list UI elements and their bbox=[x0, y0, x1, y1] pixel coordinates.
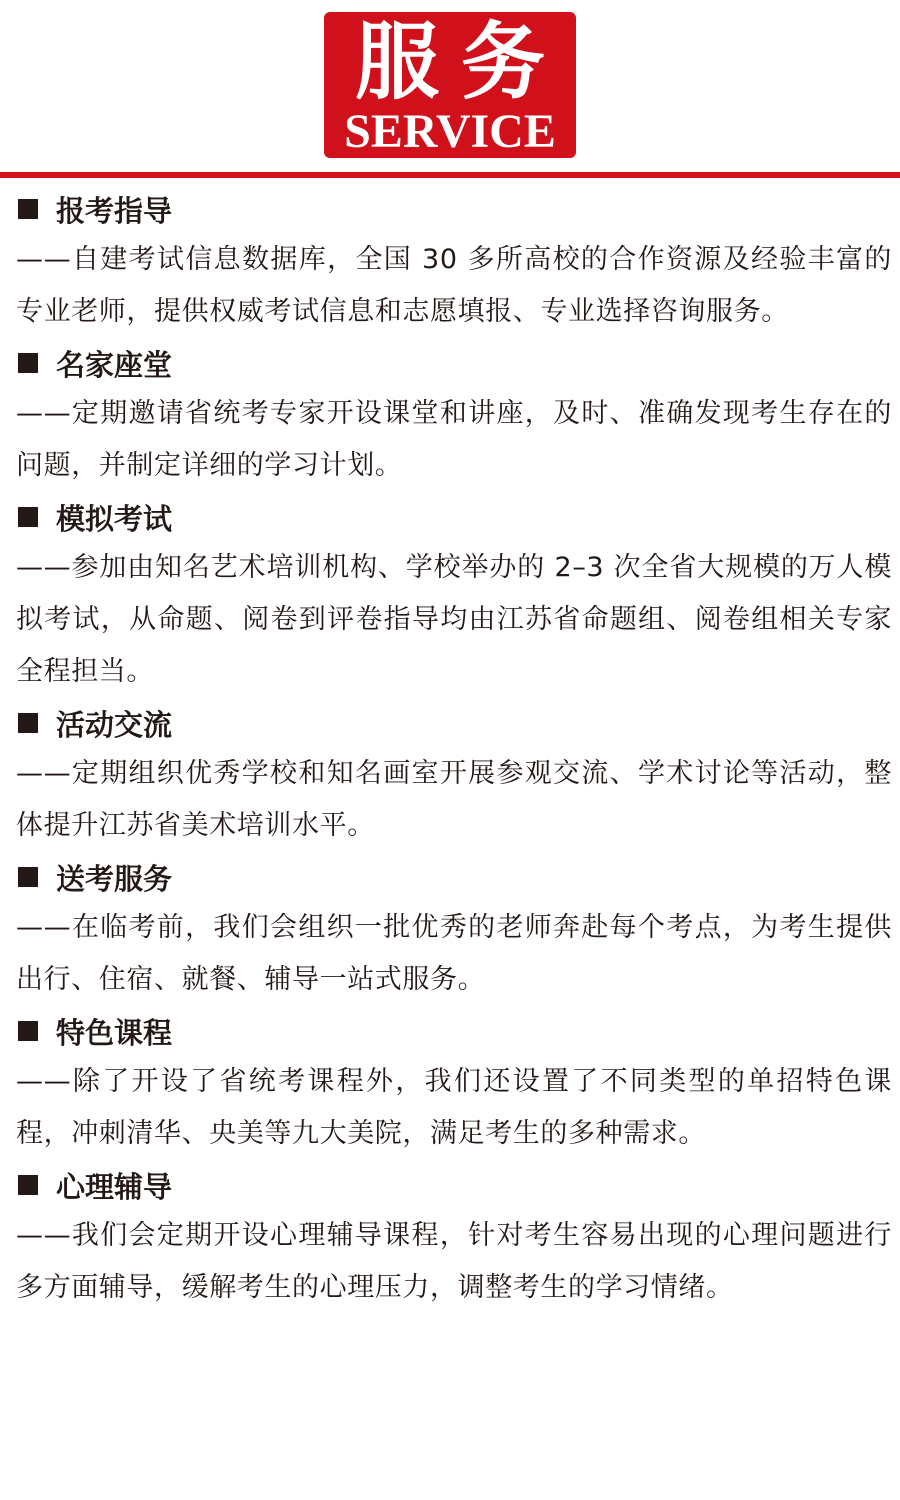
section-description: ——定期组织优秀学校和知名画室开展参观交流、学术讨论等活动，整体提升江苏省美术培训水平。 bbox=[16, 758, 892, 841]
section-expert-lectures bbox=[16, 338, 892, 492]
section-description: ——除了开设了省统考课程外，我们还设置了不同类型的单招特色课程，冲刺清华、央美等九大美院，满足考生的多种需求。 bbox=[16, 1066, 892, 1149]
square-bullet-icon bbox=[18, 507, 38, 527]
section-title: 心理辅导 bbox=[56, 1169, 173, 1204]
section-description: ——定期邀请省统考专家开设课堂和讲座，及时、准确发现考生存在的问题，并制定详细的学习计划。 bbox=[16, 398, 892, 481]
header-divider bbox=[0, 172, 900, 178]
section-title: 报考指导 bbox=[56, 193, 173, 228]
section-title: 送考服务 bbox=[56, 861, 173, 896]
section-special-courses bbox=[16, 1006, 892, 1160]
section-heading bbox=[16, 492, 892, 542]
section-counseling bbox=[16, 1160, 892, 1314]
section-title: 模拟考试 bbox=[56, 501, 173, 536]
square-bullet-icon bbox=[18, 1175, 38, 1195]
section-description: ——在临考前，我们会组织一批优秀的老师奔赴每个考点，为考生提供出行、住宿、就餐、辅导一站式服务。 bbox=[16, 912, 892, 995]
section-heading bbox=[16, 184, 892, 234]
badge-title-cn: 服务 bbox=[354, 12, 567, 111]
section-heading bbox=[16, 1006, 892, 1056]
square-bullet-icon bbox=[18, 867, 38, 887]
square-bullet-icon bbox=[18, 353, 38, 373]
section-title: 名家座堂 bbox=[56, 347, 173, 382]
section-heading bbox=[16, 1160, 892, 1210]
section-heading bbox=[16, 338, 892, 388]
section-description: ——参加由知名艺术培训机构、学校举办的 2–3 次全省大规模的万人模拟考试，从命题、阅卷到评卷指导均由江苏省命题组、阅卷组相关专家全程担当。 bbox=[16, 552, 892, 687]
section-title: 特色课程 bbox=[56, 1015, 173, 1050]
service-list bbox=[16, 184, 892, 1314]
section-exam-guidance bbox=[16, 184, 892, 338]
section-heading bbox=[16, 698, 892, 748]
section-mock-exam bbox=[16, 492, 892, 698]
section-title: 活动交流 bbox=[56, 707, 173, 742]
section-description: ——我们会定期开设心理辅导课程，针对考生容易出现的心理问题进行多方面辅导，缓解考生的心理压力，调整考生的学习情绪。 bbox=[16, 1220, 892, 1303]
square-bullet-icon bbox=[18, 713, 38, 733]
section-exchange-activities bbox=[16, 698, 892, 852]
service-badge bbox=[324, 12, 576, 158]
badge-title-en: SERVICE bbox=[344, 105, 556, 158]
square-bullet-icon bbox=[18, 199, 38, 219]
section-exam-escort bbox=[16, 852, 892, 1006]
section-heading bbox=[16, 852, 892, 902]
section-description: ——自建考试信息数据库，全国 30 多所高校的合作资源及经验丰富的专业老师，提供权威考试信息和志愿填报、专业选择咨询服务。 bbox=[16, 244, 892, 327]
square-bullet-icon bbox=[18, 1021, 38, 1041]
